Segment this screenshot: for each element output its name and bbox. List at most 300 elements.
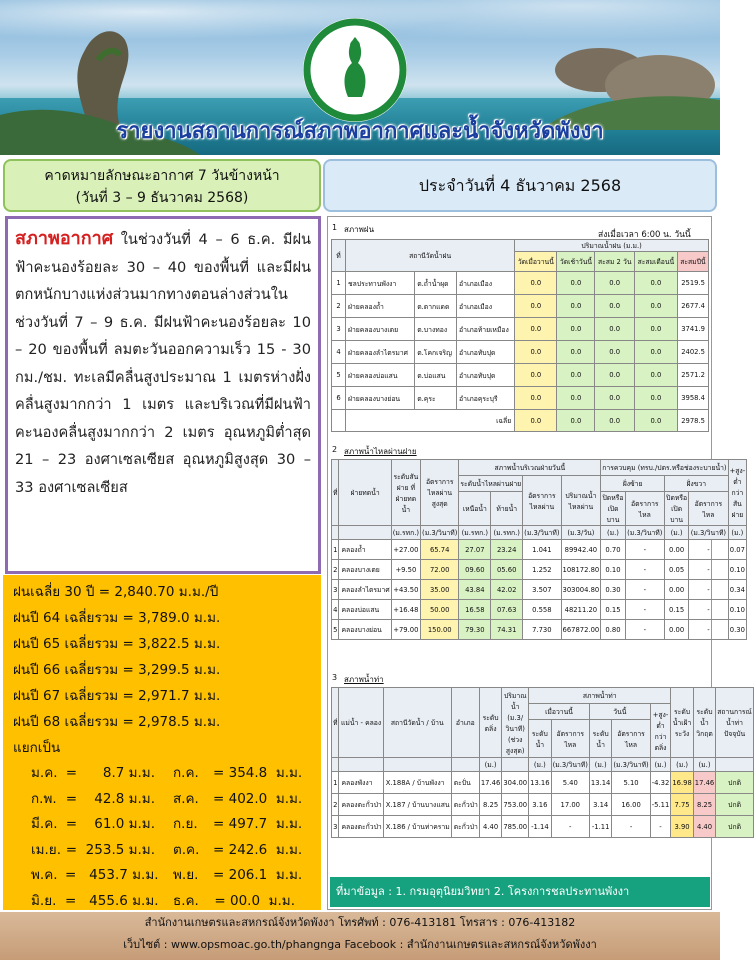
table-cell: 0.0 [557, 318, 595, 341]
col-header: ฝ่ายทดน้ำ [339, 460, 391, 526]
table-cell: 13.14 [589, 772, 611, 794]
table-cell: 0.0 [595, 410, 635, 432]
table-cell: คลองลำไตรมาศ [339, 580, 391, 600]
table-cell: 0.0 [595, 364, 635, 387]
table-cell: - [625, 560, 664, 580]
table-cell: ต.โคกเจริญ [415, 341, 457, 364]
col-header: ระดับน้ำไหลผ่านฝาย [459, 476, 523, 492]
table-cell: 5.40 [551, 772, 589, 794]
rain-section-title: สภาพฝน [344, 225, 375, 234]
col-header: อัตราการไหล [612, 720, 650, 758]
weir-section-no: 2 [332, 445, 338, 454]
river-data-row [332, 816, 754, 838]
unit-label [383, 758, 451, 772]
weir-data-row [332, 600, 747, 620]
table-cell: 0.15 [601, 600, 625, 620]
table-cell: 0.0 [515, 272, 557, 295]
table-cell: ตะกั่วป่า [451, 794, 479, 816]
table-cell: 27.07 [459, 540, 491, 560]
unit-label: (ม.) [693, 758, 715, 772]
table-cell: - [689, 580, 728, 600]
rain-data-row [332, 364, 709, 387]
month-value: = 253.5 ม.ม. [65, 841, 155, 858]
unit-label: (ม.3/วินาที) [625, 526, 664, 540]
table-cell: 0.0 [595, 341, 635, 364]
unit-label: (ม.) [479, 758, 501, 772]
col-header: อัตราการไหล [625, 492, 664, 526]
river-flow-table-body [332, 688, 754, 838]
table-cell: 1.041 [523, 540, 561, 560]
table-cell: 16.00 [612, 794, 650, 816]
table-cell: 0.0 [634, 295, 677, 318]
table-cell: 0.10 [728, 600, 747, 620]
average-label: เฉลี่ย [346, 410, 515, 432]
table-cell: -5.11 [650, 794, 671, 816]
table-cell: 667872.00 [561, 620, 601, 640]
table-cell: 0.0 [557, 364, 595, 387]
data-source-note: ที่มาข้อมูล : 1. กรมอุตุนิยมวิทยา 2. โครงการชลประทานพังงา [330, 877, 710, 907]
weather-heading: สภาพอากาศ [15, 228, 114, 249]
weir-flow-table [331, 459, 747, 640]
monthly-rain-list [13, 761, 311, 914]
table-cell: ฝ่ายคลองบางย่อน [346, 387, 415, 410]
rain-data-row [332, 318, 709, 341]
month-label: ม.ค. [31, 765, 58, 781]
river-header-row [332, 688, 754, 704]
month-label: ก.ค. [173, 765, 199, 781]
row-number: 1 [332, 772, 339, 794]
table-cell: 0.0 [634, 272, 677, 295]
weir-data-row [332, 620, 747, 640]
table-cell: -4.32 [650, 772, 671, 794]
month-value: = 453.7 ม.ม. [65, 867, 159, 883]
table-cell: 2978.5 [677, 410, 708, 432]
table-cell: ต.บางทอง [415, 318, 457, 341]
table-cell: 0.07 [728, 540, 747, 560]
table-cell: 7.75 [671, 794, 693, 816]
col-header: อัตราการไหลผ่านสูงสุด [421, 460, 459, 526]
table-cell: 0.0 [595, 387, 635, 410]
table-cell: 0.0 [557, 272, 595, 295]
unit-label [339, 758, 383, 772]
table-cell: อำเภอทับปุด [457, 364, 515, 387]
table-cell: 35.00 [421, 580, 459, 600]
table-cell: 0.0 [557, 410, 595, 432]
row-number: 4 [332, 341, 346, 364]
month-rain-row [13, 889, 311, 915]
table-cell: 0.0 [634, 318, 677, 341]
unit-label [502, 758, 529, 772]
rainfall-table [331, 239, 709, 432]
table-cell: อำเภอคุระบุรี [457, 387, 515, 410]
river-units-row [332, 758, 754, 772]
footer [0, 912, 720, 960]
table-cell: 79.30 [459, 620, 491, 640]
table-cell: 0.00 [664, 580, 688, 600]
col-header: ปริมาณน้ำฝน (ม.ม.) [515, 240, 709, 252]
month-label: ส.ค. [173, 790, 199, 807]
table-cell: 43.84 [459, 580, 491, 600]
river-data-row [332, 772, 754, 794]
unit-label [716, 758, 754, 772]
col-header: ฝั่งขวา [664, 476, 728, 492]
rain-avg-30y: ฝนเฉลี่ย 30 ปี = 2,840.70 ม.ม./ปี [13, 584, 219, 600]
col-header: เหนือน้ำ [459, 492, 491, 526]
rain-section-no: 1 [332, 223, 338, 232]
row-number: 3 [332, 318, 346, 341]
table-cell: 0.558 [523, 600, 561, 620]
table-cell: ชลประทานพังงา [346, 272, 415, 295]
col-header: อัตราการไหล [689, 492, 728, 526]
table-cell: 09.60 [459, 560, 491, 580]
table-cell: 17.00 [551, 794, 589, 816]
unit-label: (ม.) [589, 758, 611, 772]
weather-description-box [5, 216, 321, 574]
table-cell: - [612, 816, 650, 838]
rain-year-68: ฝนปี 68 เฉลี่ยรวม = 2,978.5 ม.ม. [13, 714, 221, 730]
table-cell: 17.46 [479, 772, 501, 794]
weir-header-row [332, 460, 747, 476]
table-cell: +43.50 [391, 580, 420, 600]
table-cell: - [625, 600, 664, 620]
table-cell: 0.0 [595, 295, 635, 318]
table-cell: - [650, 816, 671, 838]
table-cell: 0.0 [634, 364, 677, 387]
table-cell: 304.00 [502, 772, 529, 794]
table-cell: 0.0 [515, 295, 557, 318]
table-cell: 0.0 [634, 387, 677, 410]
unit-label: (ม.) [650, 758, 671, 772]
col-header: ท้ายน้ำ [491, 492, 523, 526]
unit-label: (ม.รทก.) [391, 526, 420, 540]
table-cell: 05.60 [491, 560, 523, 580]
table-cell: 0.00 [664, 540, 688, 560]
col-header: +สูง-ต่ำ กว่าตลิ่ง [650, 704, 671, 758]
table-cell: 3.14 [589, 794, 611, 816]
weir-flow-table-body [332, 460, 747, 640]
col-header: ฝั่งซ้าย [601, 476, 665, 492]
table-cell: คลองพังงา [339, 772, 383, 794]
month-label: ธ.ค. [173, 892, 199, 909]
month-rain-row [13, 838, 311, 864]
month-value: = 242.6 ม.ม. [213, 841, 303, 858]
table-cell: ต.ถ้ำน้ำผุด [415, 272, 457, 295]
table-cell: 0.10 [728, 560, 747, 580]
status-badge: ปกติ [716, 816, 754, 838]
month-label: เม.ย. [31, 841, 62, 858]
rain-year-64: ฝนปี 64 เฉลี่ยรวม = 3,789.0 ม.ม. [13, 610, 221, 626]
unit-label: (ม.รทก.) [459, 526, 491, 540]
table-cell: 0.10 [601, 560, 625, 580]
month-rain-row [13, 787, 311, 813]
table-cell: 3958.4 [677, 387, 708, 410]
month-value: = 206.1 ม.ม. [213, 867, 303, 883]
rain-data-row [332, 341, 709, 364]
table-cell: 0.80 [601, 620, 625, 640]
col-header: +สูง-ต่ำ กว่าสันฝาย [728, 460, 747, 526]
unit-label [339, 526, 391, 540]
table-cell: 1.252 [523, 560, 561, 580]
rain-data-row [332, 272, 709, 295]
table-cell: 0.15 [664, 600, 688, 620]
table-cell: 303004.80 [561, 580, 601, 600]
table-cell: ต.คุระ [415, 387, 457, 410]
col-header: ปิดหรือเปิดบาน [664, 492, 688, 526]
table-cell: 0.05 [664, 560, 688, 580]
rainfall-summary-box [3, 575, 321, 910]
table-cell: +16.48 [391, 600, 420, 620]
col-header: แม่น้ำ - คลอง [339, 688, 383, 758]
table-cell: 42.02 [491, 580, 523, 600]
weather-body: ในช่วงวันที่ 4 – 6 ธ.ค. มีฝนฟ้าคะนองร้อยละ 30 – 40 ของพื้นที่ และมีฝนตกหนักบางแห่งส่วนมากทางตอนล่างส่วนในช่วงวันที่ 7 – 9 ธ.ค. มีฝนฟ้าคะนองร้อยละ 10 – 20 ของพื้นที่ ลมตะวันออกความเร็ว 15 - 30 กม./ชม. ทะเลมีคลื่นสูงประมาณ 1 เมตรห่างฝั่ง คลื่นสูงมากกว่า 1 เมตร และบริเวณที่มีฝนฟ้าคะนองคลื่นสูงมากกว่า 2 เมตร อุณหภูมิต่ำสุด 21 – 23 องศาเซลเซียส อุณหภูมิสูงสุด 30 – 33 องศาเซลเซียส [15, 231, 311, 496]
month-label: มิ.ย. [31, 892, 57, 909]
table-cell: 0.34 [728, 580, 747, 600]
table-cell: X.186 / บ้านท่าคราม [383, 816, 451, 838]
unit-label: (ม.) [601, 526, 625, 540]
table-cell: คลองถ้ำ [339, 540, 391, 560]
table-cell: ฝ่ายคลองลำไตรมาศ [346, 341, 415, 364]
col-header: วัดเมื่อวานนี้ [515, 252, 557, 272]
footer-contact: สำนักงานเกษตรและสหกรณ์จังหวัดพังงา โทรศัพท์ : 076-413181 โทรสาร : 076-413182 [144, 916, 576, 929]
row-number: 6 [332, 387, 346, 410]
table-cell: ต.บ่อแสน [415, 364, 457, 387]
col-header: เมื่อวานนี้ [529, 704, 590, 720]
table-cell: 2571.2 [677, 364, 708, 387]
month-label: ต.ค. [173, 841, 200, 858]
col-header: ระดับน้ำ [529, 720, 551, 758]
table-cell: 150.00 [421, 620, 459, 640]
table-cell: 0.0 [634, 341, 677, 364]
table-cell: 7.730 [523, 620, 561, 640]
table-cell: - [551, 816, 589, 838]
table-cell: 785.00 [502, 816, 529, 838]
row-number: 1 [332, 272, 346, 295]
table-cell: 07.63 [491, 600, 523, 620]
table-cell: คลองบ่อแสน [339, 600, 391, 620]
report-date: ประจำวันที่ 4 ธันวาคม 2568 [323, 159, 717, 212]
table-cell: 0.0 [515, 341, 557, 364]
river-data-row [332, 794, 754, 816]
weather-text [15, 225, 311, 501]
row-number: 4 [332, 600, 339, 620]
table-cell: 753.00 [502, 794, 529, 816]
col-header: ระดับตลิ่ง [479, 688, 501, 758]
forecast-period-box [3, 159, 321, 212]
month-label: ก.พ. [31, 790, 57, 807]
row-number: 2 [332, 560, 339, 580]
month-value: = 354.8 ม.ม. [213, 765, 303, 781]
table-cell: - [689, 600, 728, 620]
unit-label: (ม.3/วินาที) [689, 526, 728, 540]
table-cell: 0.30 [601, 580, 625, 600]
row-number: 2 [332, 295, 346, 318]
table-cell: 0.0 [557, 341, 595, 364]
table-cell: 3741.9 [677, 318, 708, 341]
table-cell: 16.58 [459, 600, 491, 620]
col-header: ระดับน้ำ [589, 720, 611, 758]
table-cell: 3.16 [529, 794, 551, 816]
table-cell: คลองตะกั่วป่า [339, 816, 383, 838]
col-header: สภาพน้ำท่า [529, 688, 671, 704]
rain-year-67: ฝนปี 67 เฉลี่ยรวม = 2,971.7 ม.ม. [13, 688, 221, 704]
status-badge: ปกติ [716, 772, 754, 794]
table-cell: 8.25 [479, 794, 501, 816]
unit-label [332, 758, 339, 772]
col-header: ระดับสันฝาย ที่ฝ่ายทดน้ำ [391, 460, 420, 526]
water-report-panel [327, 216, 752, 910]
weir-data-row [332, 540, 747, 560]
weir-data-row [332, 580, 747, 600]
table-cell: - [625, 580, 664, 600]
table-cell: 13.16 [529, 772, 551, 794]
unit-label: (ม.3/วินาที) [612, 758, 650, 772]
month-value: = 61.0 ม.ม. [65, 816, 155, 832]
rain-sent-time: ส่งเมื่อเวลา 6:00 น. วันนี้ [598, 230, 691, 240]
unit-label: (ม.) [728, 526, 747, 540]
row-number: 3 [332, 816, 339, 838]
table-cell: +9.50 [391, 560, 420, 580]
month-rain-row [13, 812, 311, 838]
unit-label: (ม.3/วินาที) [523, 526, 561, 540]
table-cell: +27.00 [391, 540, 420, 560]
table-cell: 0.0 [595, 272, 635, 295]
month-label: พ.ค. [31, 867, 58, 883]
river-flow-table [331, 687, 754, 838]
month-label: มี.ค. [31, 816, 58, 832]
table-cell: 0.0 [595, 318, 635, 341]
unit-label: (ม.) [671, 758, 693, 772]
col-header: สะสมปีนี้ [677, 252, 708, 272]
table-cell: 0.0 [515, 364, 557, 387]
table-cell: 2519.5 [677, 272, 708, 295]
table-cell: 0.00 [664, 620, 688, 640]
table-cell: 23.24 [491, 540, 523, 560]
table-cell: 8.25 [693, 794, 715, 816]
river-section-title: สภาพน้ำท่า [344, 675, 384, 684]
table-cell: - [625, 540, 664, 560]
table-cell: อำเภอท้ายเหมือง [457, 318, 515, 341]
rain-year-66: ฝนปี 66 เฉลี่ยรวม = 3,299.5 ม.ม. [13, 662, 221, 678]
table-cell: อำเภอเมือง [457, 272, 515, 295]
rain-header-row [332, 240, 709, 252]
table-cell: คลองบางย่อน [339, 620, 391, 640]
table-cell: ตะปั่น [451, 772, 479, 794]
col-header: วันนี้ [589, 704, 650, 720]
table-cell: 2402.5 [677, 341, 708, 364]
col-header: ปริมาณน้ำไหลผ่าน [561, 476, 601, 526]
col-header: การควบคุม (ทรบ./ปตร.หรือช่องระบายน้ำ) [601, 460, 728, 476]
row-number: 1 [332, 540, 339, 560]
unit-label [451, 758, 479, 772]
table-cell: -1.14 [529, 816, 551, 838]
col-header: สถานการณ์น้ำท่า ปัจจุบัน [716, 688, 754, 758]
col-header: ปริมาณน้ำ (ม.3/วินาที) (ช่วงสูงสุด) [502, 688, 529, 758]
table-cell: +79.00 [391, 620, 420, 640]
table-cell: 65.74 [421, 540, 459, 560]
table-cell: -1.11 [589, 816, 611, 838]
table-cell: 89942.40 [561, 540, 601, 560]
table-cell: 0.30 [728, 620, 747, 640]
table-cell: 4.40 [693, 816, 715, 838]
col-header: ปิดหรือเปิดบาน [601, 492, 625, 526]
col-header: สถานีวัดน้ำ / บ้าน [383, 688, 451, 758]
col-header: อัตราการไหล [551, 720, 589, 758]
unit-label: (ม.3/วินาที) [421, 526, 459, 540]
unit-label: (ม.3/วัน) [561, 526, 601, 540]
forecast-dates: (วันที่ 3 – 9 ธันวาคม 2568) [75, 190, 249, 206]
table-cell: 0.0 [515, 387, 557, 410]
rain-year-65: ฝนปี 65 เฉลี่ยรวม = 3,822.5 ม.ม. [13, 636, 221, 652]
unit-label [332, 526, 339, 540]
month-label: ก.ย. [173, 816, 198, 832]
col-header: ระดับน้ำเฝ้าระวัง [671, 688, 693, 758]
table-cell: - [689, 540, 728, 560]
month-value: = 8.7 ม.ม. [65, 765, 155, 781]
table-cell: 108172.80 [561, 560, 601, 580]
month-value: = 497.7 ม.ม. [213, 816, 303, 832]
col-header: สะสมเดือนนี้ [634, 252, 677, 272]
table-cell: - [689, 620, 728, 640]
col-header: ระดับน้ำวิกฤต [693, 688, 715, 758]
ministry-seal-logo [300, 15, 410, 125]
forecast-title: คาดหมายลักษณะอากาศ 7 วันข้างหน้า [44, 168, 280, 184]
table-cell: 0.0 [557, 295, 595, 318]
unit-label: (ม.รทก.) [491, 526, 523, 540]
weir-section-title: สภาพน้ำไหลผ่านฝาย [344, 447, 417, 456]
status-badge: ปกติ [716, 794, 754, 816]
weir-data-row [332, 560, 747, 580]
col-header: ที่ [332, 240, 346, 272]
rainfall-table-body [332, 240, 709, 432]
unit-label: (ม.) [664, 526, 688, 540]
rain-data-row [332, 387, 709, 410]
row-number: 5 [332, 364, 346, 387]
unit-label: (ม.) [529, 758, 551, 772]
table-cell: 74.31 [491, 620, 523, 640]
table-cell: 0.0 [634, 410, 677, 432]
unit-label: (ม.3/วินาที) [551, 758, 589, 772]
footer-web: เว็บไซต์ : www.opsmoac.go.th/phangnga Facebook : สำนักงานเกษตรและสหกรณ์จังหวัดพังงา [123, 938, 597, 951]
table-cell: คลองตะกั่วป่า [339, 794, 383, 816]
table-cell: 0.0 [557, 387, 595, 410]
table-cell: 48211.20 [561, 600, 601, 620]
table-cell: X.188A / บ้านพังงา [383, 772, 451, 794]
table-cell: 72.00 [421, 560, 459, 580]
table-cell: 16.98 [671, 772, 693, 794]
table-cell: ฝ่ายคลองถ้ำ [346, 295, 415, 318]
header-banner [0, 0, 720, 155]
col-header: วัดเช้าวันนี้ [557, 252, 595, 272]
month-label: พ.ย. [173, 867, 199, 883]
rain-breakdown-label: แยกเป็น [13, 740, 61, 756]
page-title: รายงานสถานการณ์สภาพอากาศและน้ำจังหวัดพังงา [116, 119, 604, 144]
table-cell: คลองบางเตย [339, 560, 391, 580]
weir-units-row [332, 526, 747, 540]
table-cell: - [689, 560, 728, 580]
table-cell: อำเภอทับปุด [457, 341, 515, 364]
table-cell: X.187 / บ้านบางแสน [383, 794, 451, 816]
table-cell: - [625, 620, 664, 640]
row-number: 2 [332, 794, 339, 816]
table-cell: ฝ่ายคลองบ่อแสน [346, 364, 415, 387]
month-value: = 455.6 ม.ม. [65, 892, 159, 909]
table-cell: 17.46 [693, 772, 715, 794]
rain-data-row [332, 295, 709, 318]
table-cell: 0.0 [515, 410, 557, 432]
table-cell: 3.507 [523, 580, 561, 600]
table-cell: ต.ตากแดด [415, 295, 457, 318]
table-cell: 4.40 [479, 816, 501, 838]
